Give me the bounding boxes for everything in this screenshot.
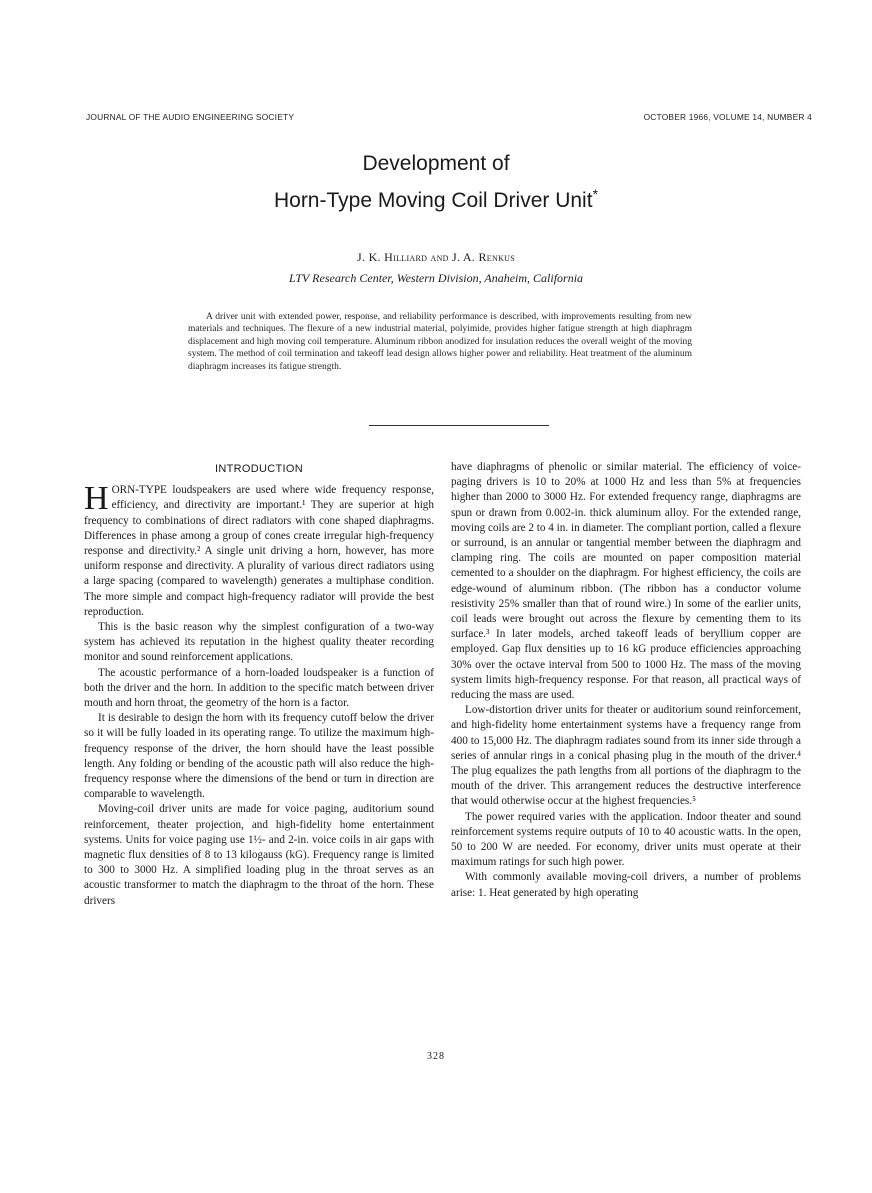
title-line-2 [0,186,872,213]
issue-info: OCTOBER 1966, VOLUME 14, NUMBER 4 [643,112,812,122]
journal-name: JOURNAL OF THE AUDIO ENGINEERING SOCIETY [86,112,295,122]
intro-paragraph-5: Moving-coil driver units are made for voice paging, auditorium sound reinforcement, theater projection, and high-fidelity home entertainment systems. Units for voice paging use 1½- and 2-in. voice coils in air gaps with magnetic flux densities of 8 to 13 kilogauss (kG). Frequency range is limited to 300 to 3000 Hz. A simplified loading plug in the throat serves as an acoustic transformer to match the diaphragm to the throat of the horn. These drivers [84,803,434,907]
right-paragraph-2: Low-distortion driver units for theater or auditorium sound reinforcement, and high-fidelity home entertainment systems have a frequency range from 400 to 15,000 Hz. The diaphragm radiates sound from its inner side through a series of annular rings in a conical phasing plug in the mouth of the driver.⁴ The plug equalizes the path lengths from all portions of the diaphragm to the mouth of the driver. This arrangement reduces the destructive interference that would otherwise occur at the highest frequencies.⁵ [451,704,801,808]
intro-paragraph-3: The acoustic performance of a horn-loaded loudspeaker is a function of both the driver and the horn. In addition to the specific match between driver mouth and horn throat, the geometry of the horn is a factor. [84,666,434,710]
intro-paragraph-4: It is desirable to design the horn with its frequency cutoff below the driver so it will be fully loaded in its operating range. To utilize the maximum high-frequency response of the driver, the horn should have the least possible length. Any folding or bending of the acoustic path will also reduce the high-frequency response where the dimensions of the bend or turn in direction are comparable to wavelength. [84,712,434,801]
title-line-1: Development of [362,152,510,175]
left-column [84,460,434,909]
intro-paragraph-1 [84,480,434,620]
right-column [451,460,801,901]
title-footnote-mark: * [592,186,599,202]
drop-cap: H [84,480,109,518]
affiliation: LTV Research Center, Western Division, Anaheim, California [288,271,584,285]
title-line-2-text: Horn-Type Moving Coil Driver Unit [273,189,593,212]
right-paragraph-3: The power required varies with the application. Indoor theater and sound reinforcement systems require outputs of 10 to 40 acoustic watts. In the open, 50 to 200 W are needed. For economy, driver units must operate at their maximum ratings for such high power. [451,810,801,869]
intro-paragraph-2: This is the basic reason why the simplest configuration of a two-way system has achieved its reputation in the highest quality theater recording monitor and sound reinforcement applications. [84,621,434,664]
introduction-heading: INTRODUCTION [215,463,303,475]
authors: J. K. Hilliard and J. A. Renkus [357,250,515,264]
page-number: 328 [427,1051,445,1062]
right-paragraph-4: With commonly available moving-coil drivers, a number of problems arise: 1. Heat generated by high operating [451,871,801,899]
right-paragraph-1: have diaphragms of phenolic or similar material. The efficiency of voice-paging drivers is 10 to 20% at 1000 Hz and less than 5% at frequencies higher than 2000 to 3000 Hz. For extended frequency range, diaphragms are spun or drawn from 0.002-in. thick aluminum alloy. For the extended range, moving coils are 2 to 4 in. in diameter. The compliant portion, called a flexure or surround, is an annular or tangential member between the diaphragm and clamping ring. The coils are mounted on paper composition material cemented to a shoulder on the diaphragm. For highest efficiency, the coils are edge-wound of aluminum ribbon. (The ribbon has a conductor volume resistivity 25% smaller than that of round wire.) In some of the earlier units, coil leads were brought out across the flexure by cementing them to its surface.³ In later models, arched takeoff leads of beryllium copper are employed. Gap flux densities up to 16 kG produce efficiencies approaching 30% over the octave interval from 500 to 1000 Hz. The mass of the moving system limits high-frequency response. For that reason, all practical ways of reducing the mass are used. [451,461,801,702]
intro-paragraph-1-text: ORN-TYPE loudspeakers are used where wide frequency response, efficiency, and directivity are important.¹ They are superior at high frequency to combinations of direct radiators with cone shaped diaphragms. Differences in phase among a group of cones create irregular high-frequency response and directivity.² A single unit driving a horn, however, has more uniform response and directivity. A plurality of various direct radiators using a large spacing (compared to wavelength) generates a multiphase condition. The more simple and compact high-frequency radiator will provide the best reproduction. [84,484,434,618]
section-divider [369,425,549,426]
abstract: A driver unit with extended power, response, and reliability performance is described, with improvements resulting from new materials and techniques. The flexure of a new industrial material, polyimide, provides higher fatigue strength at high diaphragm displacement and high moving coil temperature. Aluminum ribbon anodized for insulation reduces the overall weight of the moving system. The method of coil termination and takeoff lead design allows higher power and reliability. Heat treatment of the aluminum diaphragm increases its fatigue strength. [188,312,692,372]
